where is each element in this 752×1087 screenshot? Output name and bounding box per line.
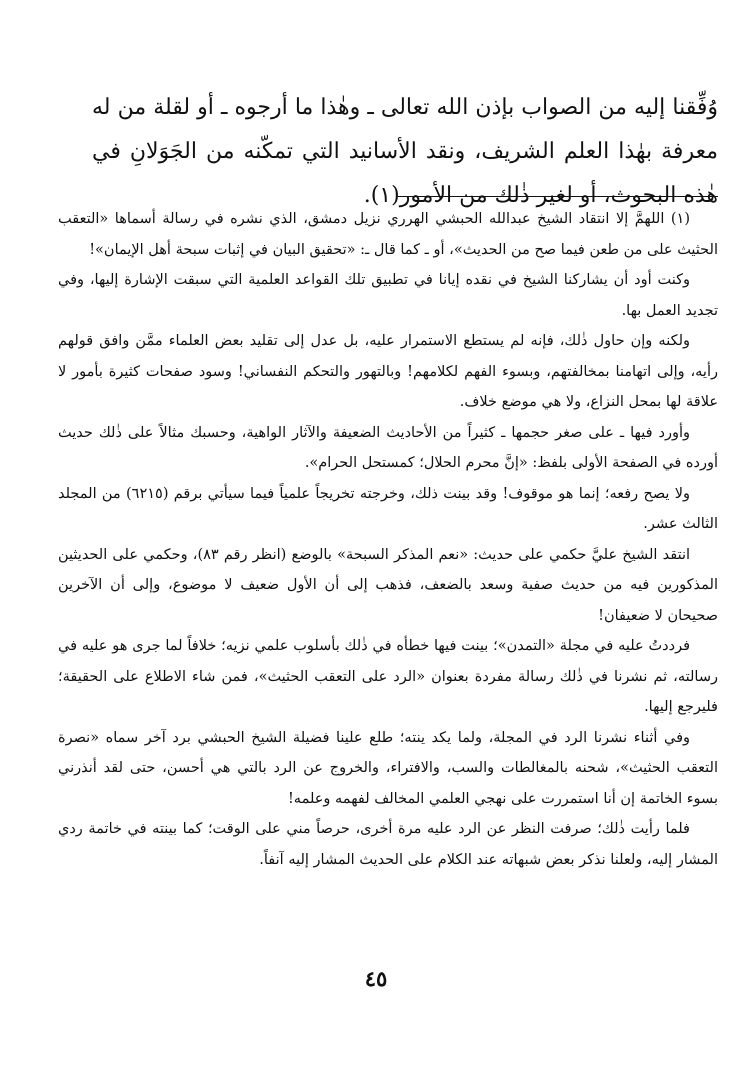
footnote-paragraph: فرددتُ عليه في مجلة «التمدن»؛ بينت فيها خطأه في ذٰلك بأسلوب علمي نزيه؛ خلافاً لما جرى هو عليه في رسالته، ثم نشرنا في ذٰلك رسالة مفردة بعنوان «الرد على التعقب الحثيث»، فمن شاء الاطلاع على الحقيقة؛ فليرجع إليها. bbox=[58, 638, 718, 715]
footnote-paragraph: وأورد فيها ـ على صغر حجمها ـ كثيراً من الأحاديث الضعيفة والآثار الواهية، وحسبك مثالاً على ذٰلك حديث أورده في الصفحة الأولى بلفظ: «إنَّ محرم الحلال؛ كمستحل الحرام». bbox=[58, 424, 718, 471]
footnote-paragraph: انتقد الشيخ عليَّ حكمي على حديث: «نعم المذكر السبحة» بالوضع (انظر رقم ٨٣)، وحكمي على الحديثين المذكورين فيه من حديث صفية وسعد بالضعف، فذهب إلى أن الأول ضعيف لا موضوع، وإلى أن الآخرين صحيحان لا ضعيفان! bbox=[58, 546, 718, 624]
footnotes-section bbox=[58, 204, 718, 875]
footnote-paragraph: (١) اللهمَّ إلا انتقاد الشيخ عبدالله الحبشي الهرري نزيل دمشق، الذي نشره في رسالة أسماها «التعقب الحثيث على من طعن فيما صح من الحديث»، أو ـ كما قال ـ: «تحقيق البيان في إثبات سبحة أهل الإيمان»! bbox=[58, 211, 718, 258]
main-text-paragraph: وُفِّقنا إليه من الصواب بإذن الله تعالى ـ وهٰذا ما أرجوه ـ أو لقلة من له معرفة بهٰذا العلم الشريف، ونقد الأسانيد التي تمكّنه من الجَوَلانِ في هٰذه البحوث، أو لغير ذٰلك من الأمور(١). bbox=[92, 95, 718, 208]
footnote-separator bbox=[398, 196, 718, 197]
footnote-paragraph: وفي أثناء نشرنا الرد في المجلة، ولما يكد ينته؛ طلع علينا فضيلة الشيخ الحبشي برد آخر سماه «نصرة التعقب الحثيث»، شحنه بالمغالطات والسب، والافتراء، والخروج عن الرد بالتي هي أحسن، حتى لقد أنذرني بسوء الخاتمة إن أنا استمررت على نهجي العلمي المخالف لفهمه وعلمه! bbox=[58, 729, 718, 807]
footnote-paragraph: وكنت أود أن يشاركنا الشيخ في نقده إيانا في تطبيق تلك القواعد العلمية التي سبقت الإشارة إليها، وفي تجديد العمل بها. bbox=[58, 272, 718, 319]
footnote-paragraph: ولا يصح رفعه؛ إنما هو موقوف! وقد بينت ذلك، وخرجته تخريجاً علمياً فيما سيأتي برقم (٦٢١٥) من المجلد الثالث عشر. bbox=[58, 485, 718, 532]
page-number: ٤٥ bbox=[364, 966, 388, 991]
footnote-paragraph: فلما رأيت ذٰلك؛ صرفت النظر عن الرد عليه مرة أخرى، حرصاً مني على الوقت؛ كما بينته في خاتمة ردي المشار إليه، ولعلنا نذكر بعض شبهاته عند الكلام على الحديث المشار إليه آنفاً. bbox=[58, 821, 718, 868]
footnote-paragraph: ولكنه وإن حاول ذٰلك، فإنه لم يستطع الاستمرار عليه، بل عدل إلى تقليد بعض العلماء ممَّن وافق قولهم رأيه، وإلى اتهامنا بمخالفتهم، وبسوء الفهم لكلامهم! وبالتهور والتحكم النفساني! وسود صفحات كثيرة بأمور لا علاقة لها بمحل النزاع، ولا هي موضع خلاف. bbox=[58, 333, 718, 410]
